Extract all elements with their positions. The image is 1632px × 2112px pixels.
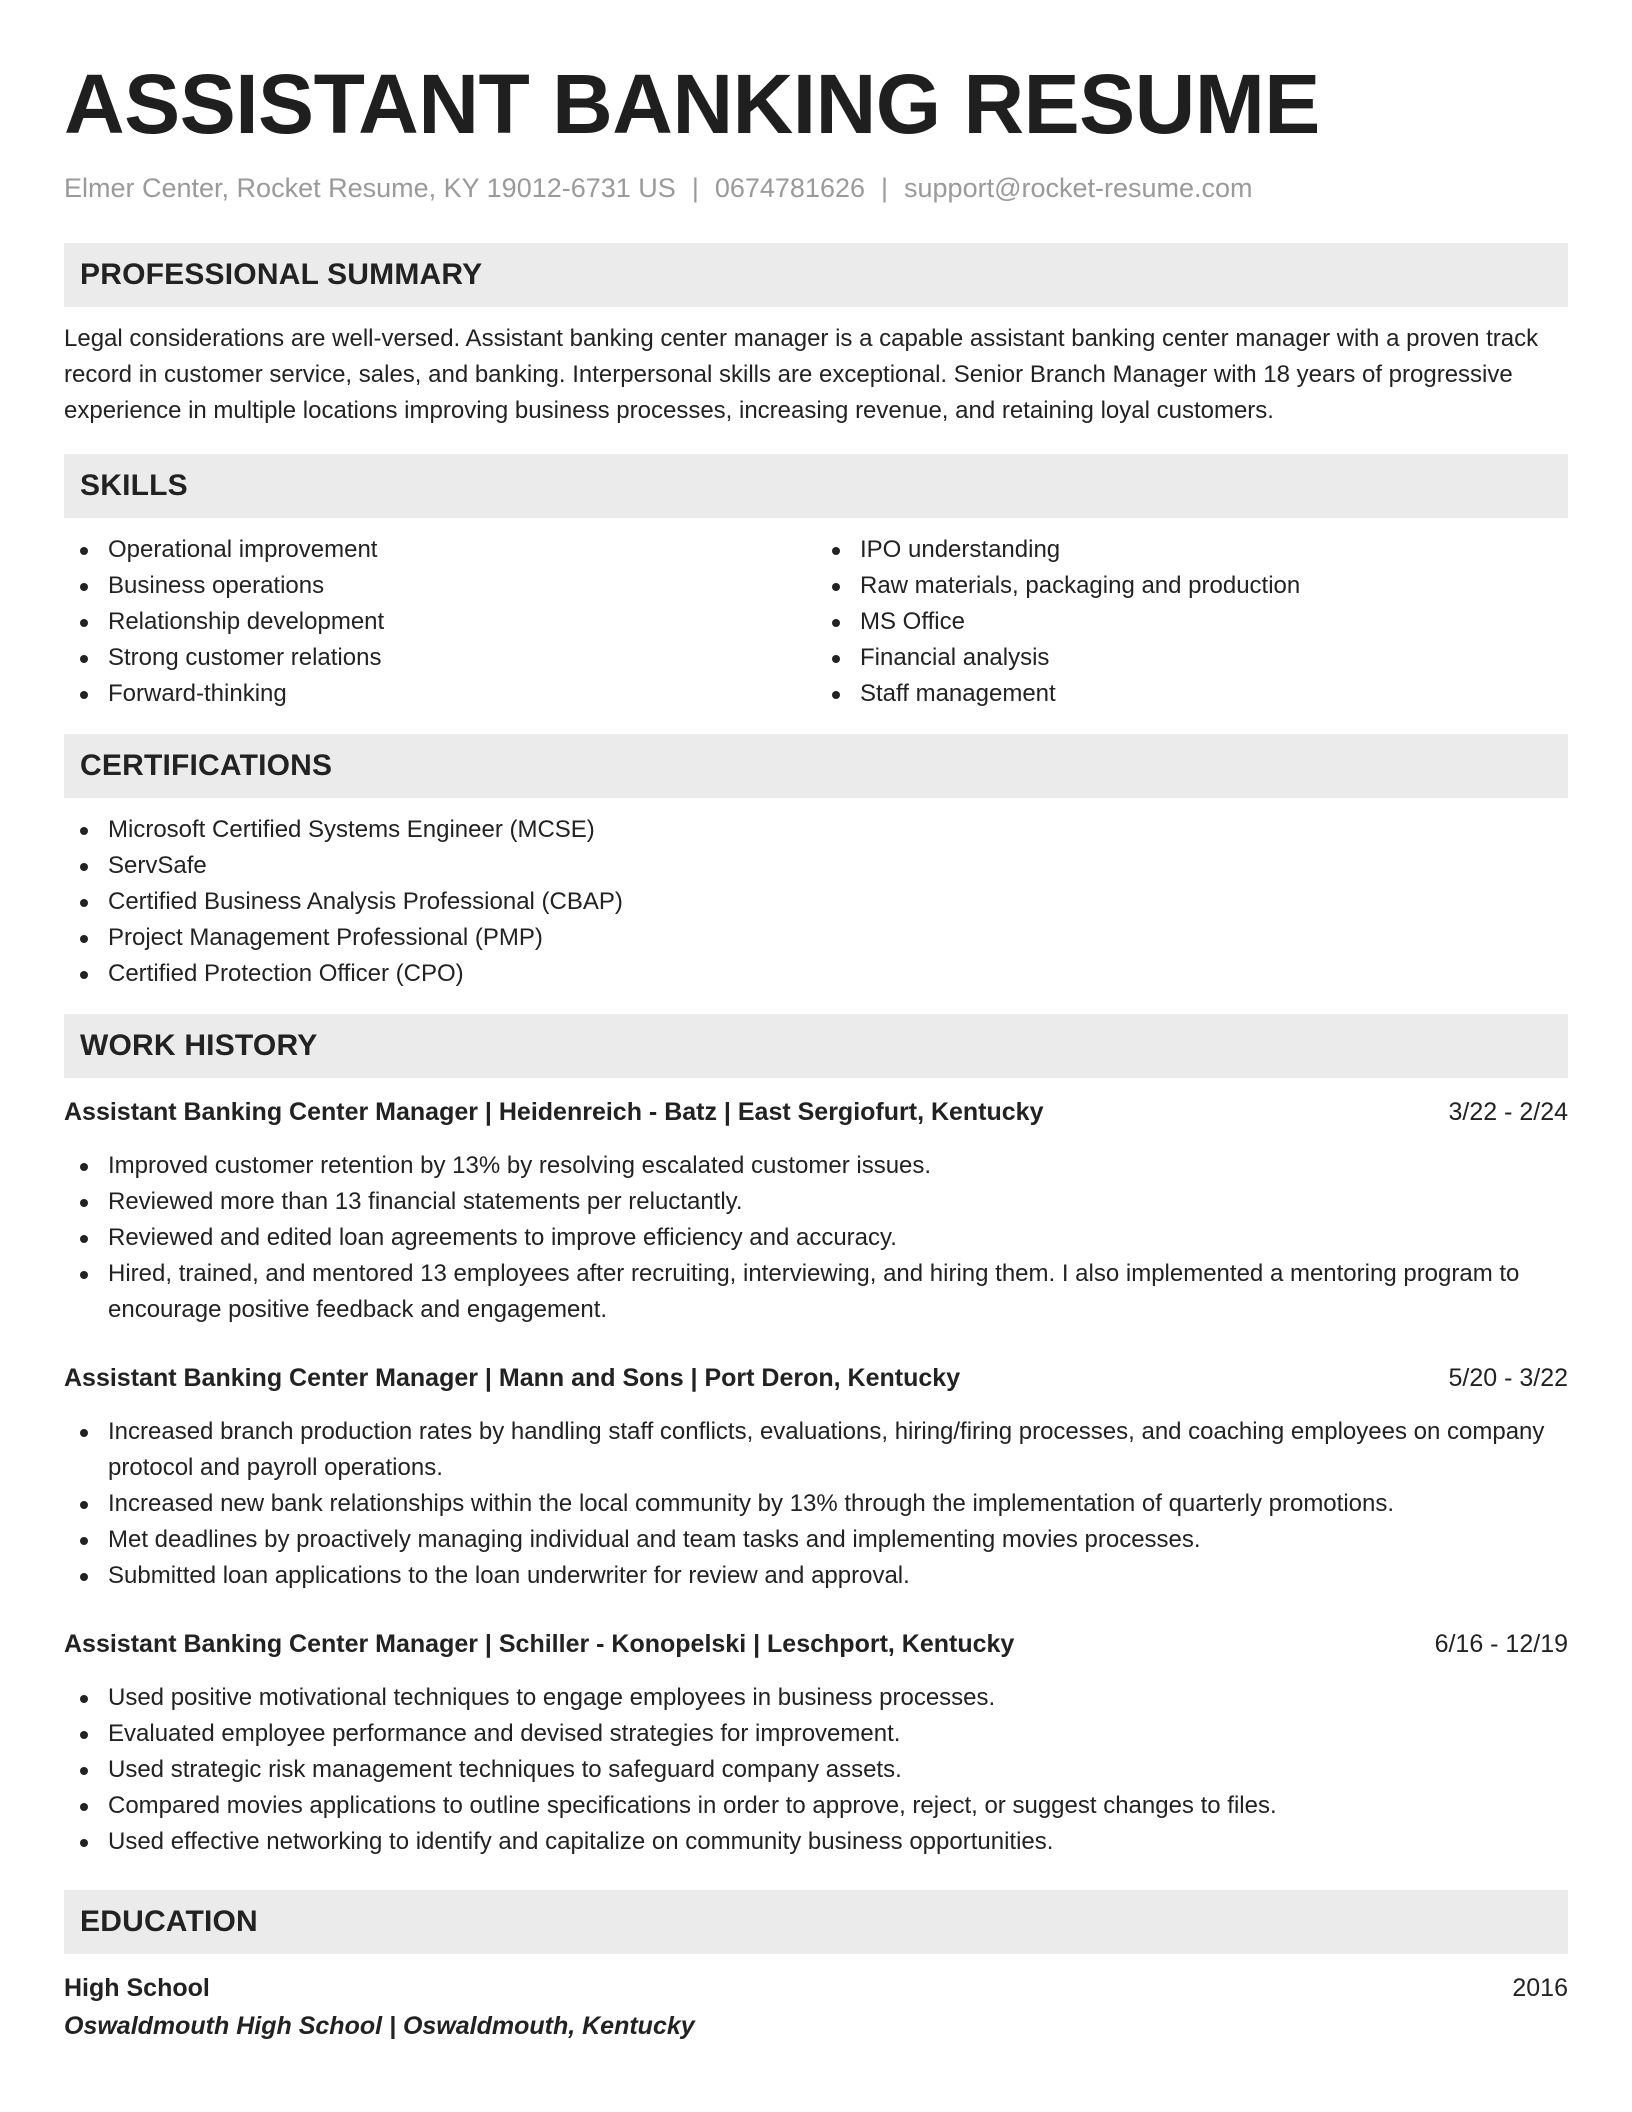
skill-item: IPO understanding bbox=[816, 532, 1568, 568]
job-heading-row bbox=[64, 1360, 1568, 1396]
job-bullets bbox=[64, 1680, 1568, 1860]
contact-separator: | bbox=[691, 173, 699, 203]
skill-item: Business operations bbox=[64, 568, 816, 604]
section-header-certifications: CERTIFICATIONS bbox=[64, 734, 1568, 798]
resume-title: ASSISTANT BANKING RESUME bbox=[64, 57, 1320, 151]
job-title: Assistant Banking Center Manager | Heidenreich - Batz | East Sergiofurt, Kentucky bbox=[64, 1098, 1044, 1126]
job-bullet: Evaluated employee performance and devised strategies for improvement. bbox=[64, 1716, 1568, 1752]
skill-item: Relationship development bbox=[64, 604, 816, 640]
job-title: Assistant Banking Center Manager | Schiller - Konopelski | Leschport, Kentucky bbox=[64, 1630, 1015, 1658]
contact-separator: | bbox=[881, 173, 889, 203]
job-bullet: Increased new bank relationships within the local community by 13% through the implementation of quarterly promotions. bbox=[64, 1486, 1568, 1522]
job-bullet: Used strategic risk management techniques to safeguard company assets. bbox=[64, 1752, 1568, 1788]
education-school: Oswaldmouth High School | Oswaldmouth, Kentucky bbox=[64, 2012, 695, 2040]
job-heading-row bbox=[64, 1626, 1568, 1662]
skill-item: Raw materials, packaging and production bbox=[816, 568, 1568, 604]
job-bullet: Submitted loan applications to the loan underwriter for review and approval. bbox=[64, 1558, 1568, 1594]
skills-list-right bbox=[816, 532, 1568, 712]
skill-item: Strong customer relations bbox=[64, 640, 816, 676]
section-header-skills: SKILLS bbox=[64, 454, 1568, 518]
contact-email: support@rocket-resume.com bbox=[904, 173, 1253, 203]
skill-item: Forward-thinking bbox=[64, 676, 816, 712]
job-title: Assistant Banking Center Manager | Mann and Sons | Port Deron, Kentucky bbox=[64, 1364, 961, 1392]
section-header-summary: PROFESSIONAL SUMMARY bbox=[64, 243, 1568, 307]
contact-address: Elmer Center, Rocket Resume, KY 19012-6731 US bbox=[64, 173, 676, 203]
certification-item: Certified Protection Officer (CPO) bbox=[64, 956, 1568, 992]
job-bullet: Reviewed more than 13 financial statements per reluctantly. bbox=[64, 1184, 1568, 1220]
job-bullet: Met deadlines by proactively managing individual and team tasks and implementing movies processes. bbox=[64, 1522, 1568, 1558]
job-bullet: Increased branch production rates by handling staff conflicts, evaluations, hiring/firing processes, and coaching employees on company protocol and payroll operations. bbox=[64, 1414, 1568, 1486]
education-degree: High School bbox=[64, 1974, 210, 2002]
job-dates: 5/20 - 3/22 bbox=[1448, 1364, 1568, 1392]
contact-line bbox=[64, 170, 1568, 206]
certification-item: Microsoft Certified Systems Engineer (MCSE) bbox=[64, 812, 1568, 848]
job-dates: 3/22 - 2/24 bbox=[1448, 1098, 1568, 1126]
job-bullets bbox=[64, 1414, 1568, 1594]
job-dates: 6/16 - 12/19 bbox=[1434, 1630, 1568, 1658]
contact-phone: 0674781626 bbox=[714, 173, 865, 203]
skills-list-left bbox=[64, 532, 816, 712]
section-header-education: EDUCATION bbox=[64, 1890, 1568, 1954]
skills-grid bbox=[64, 532, 1568, 712]
certification-item: Project Management Professional (PMP) bbox=[64, 920, 1568, 956]
job-bullet: Hired, trained, and mentored 13 employees after recruiting, interviewing, and hiring them. I also implemented a mentoring program to encourage positive feedback and engagement. bbox=[64, 1256, 1568, 1328]
job-bullet: Reviewed and edited loan agreements to improve efficiency and accuracy. bbox=[64, 1220, 1568, 1256]
job-bullet: Used effective networking to identify and capitalize on community business opportunities. bbox=[64, 1824, 1568, 1860]
job-bullet: Used positive motivational techniques to engage employees in business processes. bbox=[64, 1680, 1568, 1716]
job-heading-row bbox=[64, 1094, 1568, 1130]
job-bullets bbox=[64, 1148, 1568, 1328]
skill-item: MS Office bbox=[816, 604, 1568, 640]
job-bullet: Improved customer retention by 13% by resolving escalated customer issues. bbox=[64, 1148, 1568, 1184]
certifications-list bbox=[64, 812, 1568, 992]
certification-item: ServSafe bbox=[64, 848, 1568, 884]
skill-item: Financial analysis bbox=[816, 640, 1568, 676]
skill-item: Staff management bbox=[816, 676, 1568, 712]
skill-item: Operational improvement bbox=[64, 532, 816, 568]
section-header-work-history: WORK HISTORY bbox=[64, 1014, 1568, 1078]
education-heading-row bbox=[64, 1970, 1568, 2006]
education-year: 2016 bbox=[1512, 1974, 1568, 2002]
certification-item: Certified Business Analysis Professional (CBAP) bbox=[64, 884, 1568, 920]
summary-text: Legal considerations are well-versed. Assistant banking center manager is a capable assistant banking center manager with a proven track record in customer service, sales, and banking. Interpersonal skills are exceptional. Senior Branch Manager with 18 years of progressive experience in multiple locations improving business processes, increasing revenue, and retaining loyal customers. bbox=[64, 325, 1539, 424]
job-bullet: Compared movies applications to outline specifications in order to approve, reject, or suggest changes to files. bbox=[64, 1788, 1568, 1824]
